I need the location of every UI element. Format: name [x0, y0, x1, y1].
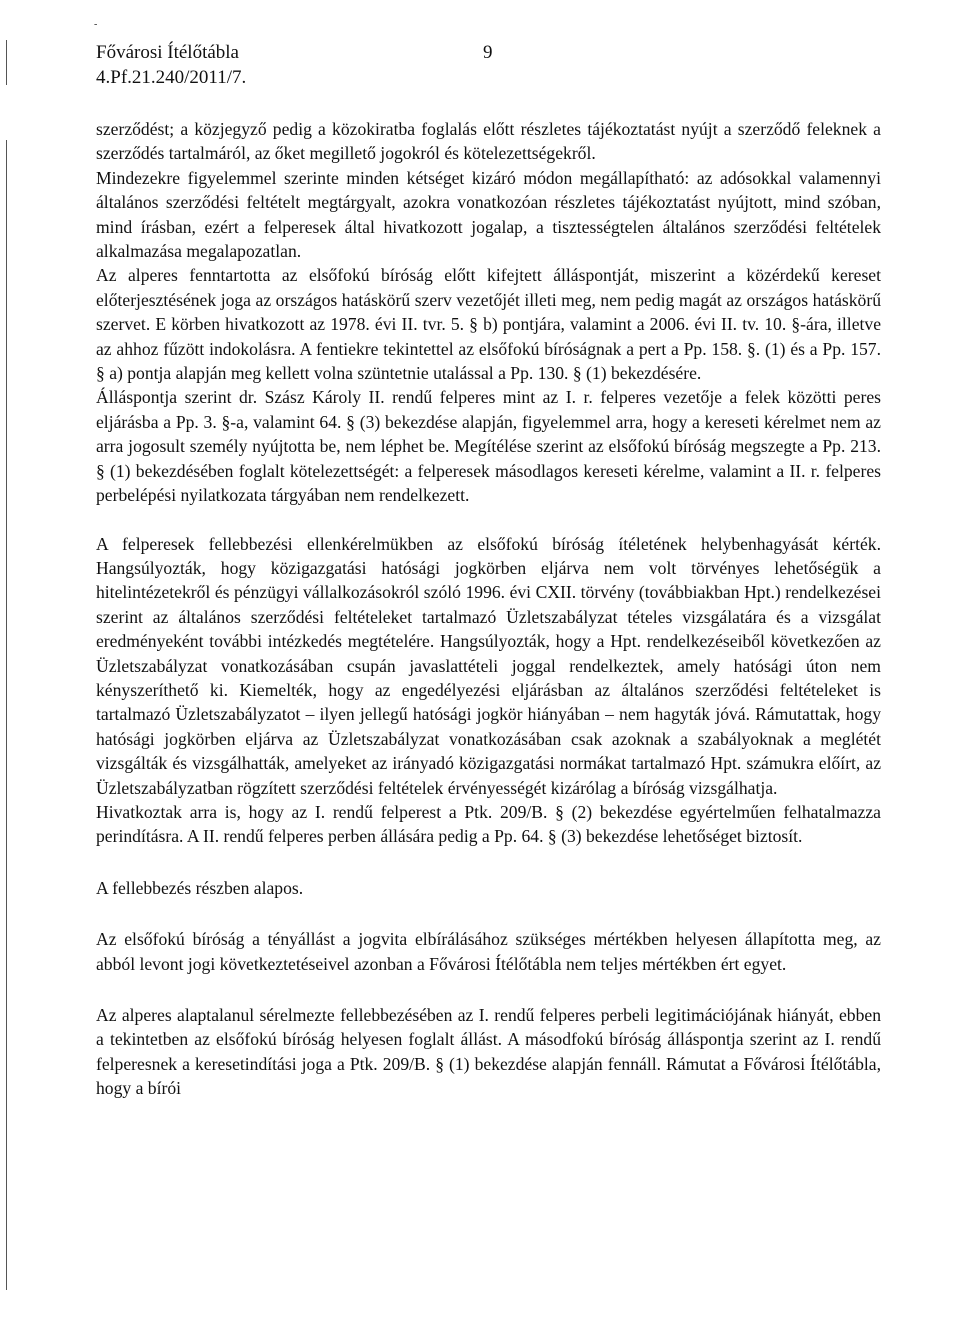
- paragraph: Az alperes alaptalanul sérelmezte fellebbezésében az I. rendű felperes perbeli legitimációjának hiányát, ebben a tekintetben az elsőfokú bíróság helyesen foglalt állást. A másodfokú bíróság álláspontja szerint az I. rendű felperesnek a keresetindítási joga a Ptk. 209/B. § (1) bekezdése alapján fennáll. Rámutat a Fővárosi Ítélőtábla, hogy a bírói: [96, 1005, 881, 1099]
- paragraph: Álláspontja szerint dr. Szász Károly II. rendű felperes mint az I. r. felperes vezetője a felek közötti peres eljárásba a Pp. 3. §-a, valamint 64. § (3) bekezdése alapján, figyelemmel arra, hogy a kereseti kérelmet nem az arra jogosult személy nyújtotta be, nem léphet be. Megítélése szerint az elsőfokú bíróság megszegte a Pp. 213. § (1) bekezdésében foglalt kötelezettségét: a felperesek másodlagos kereseti kérelme, valamint a II. r. felperes perbelépési nyilatkozata tárgyában nem rendelkezett.: [96, 387, 881, 506]
- document-header: [96, 40, 246, 90]
- paragraph: Hivatkoztak arra is, hogy az I. rendű felperest a Ptk. 209/B. § (2) bekezdése egyértelműen felhatalmazza perindításra. A II. rendű felperes perben állására pedig a Pp. 64. § (3) bekezdése lehetőséget biztosít.: [96, 801, 881, 847]
- paragraph: szerződést; a közjegyző pedig a közokiratba foglalás előtt részletes tájékoztatást nyújt a szerződő feleknek a szerződés tartalmáról, az őket megillető jogokról és kötelezettségekről.: [96, 119, 881, 164]
- scan-margin-line: [6, 40, 7, 85]
- document-body: [96, 117, 881, 1101]
- paragraph: A felperesek fellebbezési ellenkérelmükben az elsőfokú bíróság ítéletének helybenhagyását kérték. Hangsúlyozták, hogy közigazgatási hatósági jogkörben eljárva nem volt törvényes lehetőségük a hitelintézetekről és pénzügyi vállalkozásokról szóló 1996. évi CXII. törvény (továbbiakban Hpt.) rendelkezései szerint az általános szerződési feltételeket tartalmazó Üzletszabályzat tételes vizsgálatára és a vizsgálat eredményeként további intézkedés megtételére. Hangsúlyozták, hogy a Hpt. rendelkezéseiből következően az Üzletszabályzat vonatkozásában csupán javaslattételi joggal rendelkeztek, amely hatósági úton nem kényszeríthető ki. Kiemelték, hogy az engedélyezési eljárásban az általános szerződési feltételeket is tartalmazó Üzletszabályzatot – ilyen jellegű hatósági jogkör hiányában – nem hagyták jóvá. Rámutattak, hogy hatósági jogkörben eljárva az Üzletszabályzat vonatkozásában csak azoknak a szabályoknak a meglétét vizsgálták és vizsgálhatták, amelyeket az irányadó közigazgatási normákat tartalmazó Hpt. számukra előírt, az Üzletszabályzatban rögzített szerződési feltételek érvényességét kizárólag a bíróság vizsgálhatja.: [96, 533, 881, 798]
- paragraph: Az elsőfokú bíróság a tényállást a jogvita elbírálásához szükséges mértékben helyesen állapította meg, az abból levont jogi következtetéseivel azonban a Fővárosi Ítélőtábla nem teljes mértékben ért egyet.: [96, 929, 881, 974]
- paragraph: Mindezekre figyelemmel szerinte minden kétséget kizáró módon megállapítható: az adósokkal valamennyi általános szerződési feltételt megtárgyalt, azokra vonatkozóan részletes tájékoztatást nyújtott, mind szóban, mind írásban, ezért a felperesek által hivatkozott jogalap, a tisztességtelen általános szerződési feltételek alkalmazása megalapozatlan.: [96, 167, 881, 262]
- paragraph: Az alperes fenntartotta az elsőfokú bíróság előtt kifejtett álláspontját, miszerint a közérdekű kereset előterjesztésének joga az országos hatáskörű szerv vezetőjét illeti meg, nem pedig magát az országos hatáskörű szervet. E körben hivatkozott az 1978. évi II. tvr. 5. § b) pontjára, valamint a 2006. évi II. tv. 10. §-ára, illetve az ahhoz fűzött indokolásra. A fentiekre tekintettel az elsőfokú bíróságnak a pert a Pp. 158. §. (1) és a Pp. 157. § a) pontja alapján meg kellett volna szüntetnie utalással a Pp. 130. § (1) bekezdésére.: [96, 265, 881, 384]
- scan-margin-line: [6, 140, 7, 1290]
- page-number: 9: [483, 42, 493, 63]
- paragraph: A fellebbezés részben alapos.: [96, 877, 304, 898]
- case-number: 4.Pf.21.240/2011/7.: [96, 67, 247, 88]
- scan-mark: -: [94, 19, 98, 30]
- court-name: Fővárosi Ítélőtábla: [96, 42, 239, 63]
